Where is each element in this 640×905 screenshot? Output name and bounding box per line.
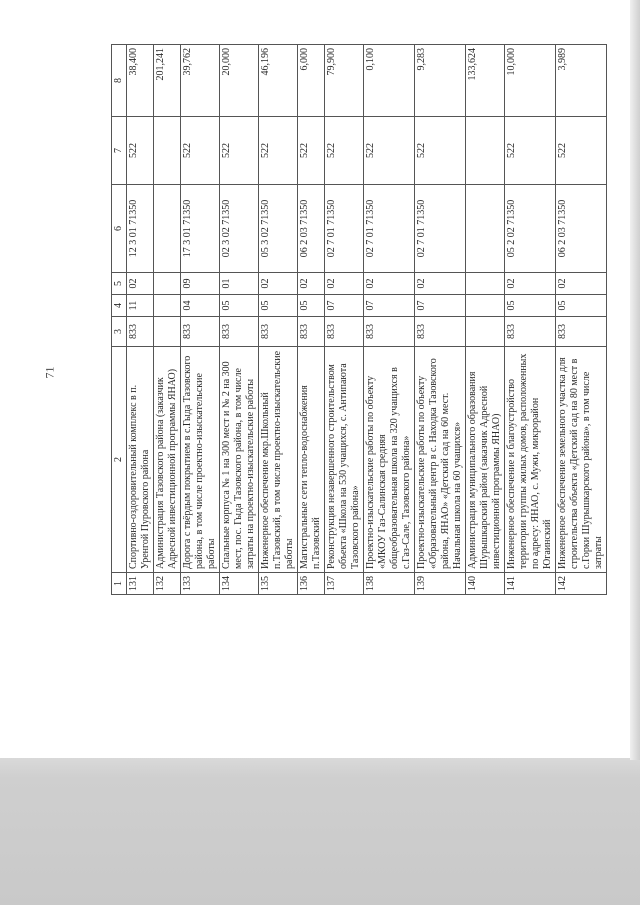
scanner-edge-shadow bbox=[630, 0, 640, 760]
row-cell-c3: 833 bbox=[364, 317, 415, 347]
row-cell-c7: 522 bbox=[259, 117, 298, 185]
row-cell-c7: 522 bbox=[505, 117, 556, 185]
table-row bbox=[466, 45, 505, 595]
page-number: 71 bbox=[42, 366, 57, 379]
row-name-cell: Проектно-изыскательские работы по объекту «МКОУ Газ-Салинская средняя общеобразовательная школа на 320 учащихся в с.Газ-Сале, Тазовского района» bbox=[364, 347, 415, 573]
row-cell-c3: 833 bbox=[415, 317, 466, 347]
row-name-cell: Спальные корпуса № 1 на 300 мест и № 2 на 300 мест, пос. Гыда Тазовского района, в том числе затраты на проектно-изыскательские работы bbox=[220, 347, 259, 573]
row-cell-c3: 833 bbox=[556, 317, 607, 347]
row-cell-n: 131 bbox=[127, 573, 154, 595]
row-cell-n: 138 bbox=[364, 573, 415, 595]
row-cell-c5: 02 bbox=[325, 273, 364, 295]
row-cell-c7 bbox=[466, 117, 505, 185]
row-cell-c4: 07 bbox=[415, 295, 466, 317]
row-cell-n: 134 bbox=[220, 573, 259, 595]
row-name-cell: Реконструкция незавершенного строительством объекта «Школа на 530 учащихся, с. Антипаюта Тазовского района» bbox=[325, 347, 364, 573]
row-cell-n: 137 bbox=[325, 573, 364, 595]
row-cell-c5: 02 bbox=[505, 273, 556, 295]
row-cell-c6: 06 2 03 71350 bbox=[298, 185, 325, 273]
table-row bbox=[259, 45, 298, 595]
row-cell-c8: 20,000 bbox=[220, 45, 259, 117]
row-cell-c8: 0,100 bbox=[364, 45, 415, 117]
row-cell-c8: 201,241 bbox=[154, 45, 181, 117]
row-cell-c6: 17 3 01 71350 bbox=[181, 185, 220, 273]
header-cell: 6 bbox=[112, 185, 127, 273]
row-cell-c5: 02 bbox=[259, 273, 298, 295]
row-cell-c7: 522 bbox=[181, 117, 220, 185]
row-cell-c3: 833 bbox=[505, 317, 556, 347]
row-cell-c6: 02 7 01 71350 bbox=[364, 185, 415, 273]
header-cell: 5 bbox=[112, 273, 127, 295]
table-row bbox=[154, 45, 181, 595]
row-cell-c5: 02 bbox=[298, 273, 325, 295]
row-cell-c3: 833 bbox=[325, 317, 364, 347]
row-cell-n: 132 bbox=[154, 573, 181, 595]
row-cell-c3: 833 bbox=[127, 317, 154, 347]
budget-table bbox=[111, 44, 607, 595]
rotated-table-container bbox=[111, 45, 604, 595]
row-cell-c3: 833 bbox=[259, 317, 298, 347]
row-cell-c7: 522 bbox=[364, 117, 415, 185]
row-cell-c4: 05 bbox=[220, 295, 259, 317]
row-cell-c6: 12 3 01 71350 bbox=[127, 185, 154, 273]
row-cell-c6: 02 7 01 71350 bbox=[325, 185, 364, 273]
scanner-bed-shadow bbox=[0, 758, 640, 905]
row-cell-c7: 522 bbox=[556, 117, 607, 185]
table-body bbox=[112, 45, 607, 595]
row-cell-c4 bbox=[154, 295, 181, 317]
row-name-cell: Проектно-изыскательские работы по объекту «Образовательный центр в с. Находка Тазовского района, ЯНАО» «Детский сад на 60 мест. Начальная школа на 60 учащихся» bbox=[415, 347, 466, 573]
row-cell-c8: 38,400 bbox=[127, 45, 154, 117]
row-cell-c5 bbox=[466, 273, 505, 295]
row-cell-c8: 39,762 bbox=[181, 45, 220, 117]
row-cell-c5: 01 bbox=[220, 273, 259, 295]
row-name-cell: Инженерное обеспечение мкр.Школьный п.Тазовский, в том числе проектно-изыскательские работы bbox=[259, 347, 298, 573]
row-cell-c6: 02 7 01 71350 bbox=[415, 185, 466, 273]
row-cell-c7: 522 bbox=[415, 117, 466, 185]
row-name-cell: Магистральные сети тепло-водоснабжения п.Тазовский bbox=[298, 347, 325, 573]
row-cell-c6 bbox=[154, 185, 181, 273]
row-cell-c4 bbox=[466, 295, 505, 317]
row-cell-c5: 09 bbox=[181, 273, 220, 295]
table-row bbox=[505, 45, 556, 595]
row-cell-n: 135 bbox=[259, 573, 298, 595]
row-name-cell: Дорога с твёрдым покрытием в с.Гыда Тазовского района, в том числе проектно-изыскательские работы bbox=[181, 347, 220, 573]
row-name-cell: Инженерное обеспечение земельного участка для строительства объекта «Детский сад на 80 мест в с.Горки Шурышкарского района», в том числе затраты bbox=[556, 347, 607, 573]
row-cell-c5: 02 bbox=[556, 273, 607, 295]
row-cell-c6 bbox=[466, 185, 505, 273]
table-row bbox=[181, 45, 220, 595]
header-row bbox=[112, 45, 127, 595]
header-cell: 4 bbox=[112, 295, 127, 317]
row-cell-c6: 05 3 02 71350 bbox=[259, 185, 298, 273]
row-cell-c4: 07 bbox=[364, 295, 415, 317]
row-cell-c3 bbox=[466, 317, 505, 347]
row-name-cell: Инженерное обеспечение и благоустройство территории группы жилых домов, расположенных по адресу: ЯНАО, с. Мужи, микрорайон Югаинский bbox=[505, 347, 556, 573]
row-cell-c4: 05 bbox=[505, 295, 556, 317]
row-cell-c4: 05 bbox=[259, 295, 298, 317]
row-cell-c7: 522 bbox=[127, 117, 154, 185]
row-cell-n: 133 bbox=[181, 573, 220, 595]
row-cell-c3: 833 bbox=[220, 317, 259, 347]
row-cell-c8: 3,989 bbox=[556, 45, 607, 117]
row-cell-c8: 79,900 bbox=[325, 45, 364, 117]
row-cell-c4: 05 bbox=[298, 295, 325, 317]
row-cell-c6: 05 2 02 71350 bbox=[505, 185, 556, 273]
table-row bbox=[127, 45, 154, 595]
row-cell-c7: 522 bbox=[325, 117, 364, 185]
row-cell-n: 141 bbox=[505, 573, 556, 595]
table-row bbox=[415, 45, 466, 595]
row-cell-c3: 833 bbox=[181, 317, 220, 347]
table-row bbox=[325, 45, 364, 595]
row-cell-c4: 11 bbox=[127, 295, 154, 317]
row-cell-c5: 02 bbox=[415, 273, 466, 295]
header-cell: 1 bbox=[112, 573, 127, 595]
row-cell-n: 140 bbox=[466, 573, 505, 595]
table-row bbox=[364, 45, 415, 595]
row-cell-c4: 04 bbox=[181, 295, 220, 317]
row-cell-c8: 46,196 bbox=[259, 45, 298, 117]
row-name-cell: Администрация Тазовского района (заказчик Адресной инвестиционной программы ЯНАО) bbox=[154, 347, 181, 573]
row-name-cell: Администрация муниципального образования Шурышкарский район (заказчик Адресной инвестиционной программы ЯНАО) bbox=[466, 347, 505, 573]
row-cell-c8: 9,283 bbox=[415, 45, 466, 117]
row-cell-c6: 06 2 03 71350 bbox=[556, 185, 607, 273]
row-cell-c7: 522 bbox=[220, 117, 259, 185]
row-cell-c7 bbox=[154, 117, 181, 185]
row-cell-c3 bbox=[154, 317, 181, 347]
header-cell: 8 bbox=[112, 45, 127, 117]
row-cell-c5: 02 bbox=[127, 273, 154, 295]
header-cell: 3 bbox=[112, 317, 127, 347]
row-cell-c5: 02 bbox=[364, 273, 415, 295]
header-cell: 2 bbox=[112, 347, 127, 573]
row-cell-c8: 6,000 bbox=[298, 45, 325, 117]
row-cell-c7: 522 bbox=[298, 117, 325, 185]
table-row bbox=[556, 45, 607, 595]
row-name-cell: Спортивно-оздоровительный комплекс в п. Уренгой Пуровского района bbox=[127, 347, 154, 573]
row-cell-c5 bbox=[154, 273, 181, 295]
row-cell-n: 142 bbox=[556, 573, 607, 595]
row-cell-c6: 02 3 02 71350 bbox=[220, 185, 259, 273]
row-cell-n: 136 bbox=[298, 573, 325, 595]
table-row bbox=[298, 45, 325, 595]
row-cell-c4: 07 bbox=[325, 295, 364, 317]
row-cell-c8: 10,000 bbox=[505, 45, 556, 117]
row-cell-c4: 05 bbox=[556, 295, 607, 317]
header-cell: 7 bbox=[112, 117, 127, 185]
table-row bbox=[220, 45, 259, 595]
row-cell-n: 139 bbox=[415, 573, 466, 595]
row-cell-c8: 133,624 bbox=[466, 45, 505, 117]
row-cell-c3: 833 bbox=[298, 317, 325, 347]
